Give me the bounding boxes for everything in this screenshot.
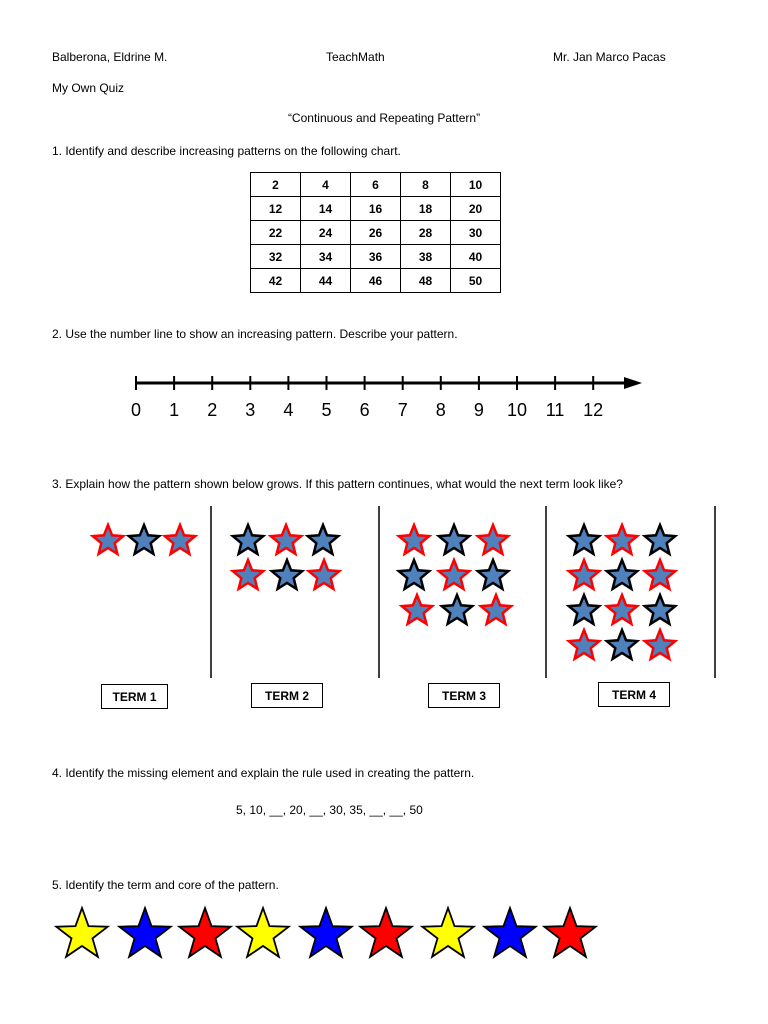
number-chart — [250, 172, 501, 293]
chart-cell: 2 — [251, 173, 301, 197]
number-line-label: 7 — [397, 400, 408, 420]
chart-cell: 18 — [401, 197, 451, 221]
question-2: 2. Use the number line to show an increasing pattern. Describe your pattern. — [52, 327, 458, 341]
quiz-title: “Continuous and Repeating Pattern” — [287, 111, 481, 125]
chart-cell: 8 — [401, 173, 451, 197]
question-1: 1. Identify and describe increasing patterns on the following chart. — [52, 144, 401, 158]
chart-cell: 26 — [351, 221, 401, 245]
number-line-label: 3 — [245, 400, 256, 420]
pattern-star — [165, 525, 195, 554]
number-line-label: 8 — [435, 400, 446, 420]
pattern-star — [645, 595, 675, 624]
pattern-star — [93, 525, 123, 554]
pattern-star — [478, 525, 508, 554]
pattern-star — [569, 560, 599, 589]
chart-row — [251, 269, 501, 293]
chart-cell: 40 — [451, 245, 501, 269]
chart-cell: 38 — [401, 245, 451, 269]
blue-star — [300, 908, 351, 957]
pattern-star — [129, 525, 159, 554]
chart-cell: 48 — [401, 269, 451, 293]
number-line-label: 0 — [130, 400, 142, 420]
chart-cell: 6 — [351, 173, 401, 197]
pattern-star — [439, 560, 469, 589]
pattern-star — [569, 630, 599, 659]
number-line-label: 2 — [207, 400, 218, 420]
chart-cell: 36 — [351, 245, 401, 269]
chart-cell: 34 — [301, 245, 351, 269]
blue-star — [484, 908, 535, 957]
chart-cell: 10 — [451, 173, 501, 197]
pattern-star — [645, 630, 675, 659]
red-star — [179, 908, 230, 957]
pattern-star — [272, 560, 302, 589]
pattern-star — [481, 595, 511, 624]
chart-row — [251, 173, 501, 197]
pattern-star — [402, 595, 432, 624]
number-line-label: 9 — [473, 400, 484, 420]
chart-cell: 4 — [301, 173, 351, 197]
pattern-star — [399, 525, 429, 554]
term-3-label: TERM 3 — [428, 683, 500, 708]
pattern-star — [309, 560, 339, 589]
pattern-star — [233, 525, 263, 554]
pattern-star — [645, 525, 675, 554]
term-1-label: TERM 1 — [101, 684, 168, 709]
number-line-label: 5 — [321, 400, 332, 420]
yellow-star — [237, 908, 288, 957]
term-2-label: TERM 2 — [251, 683, 323, 708]
red-star — [360, 908, 411, 957]
pattern-star — [271, 525, 301, 554]
number-line — [0, 370, 768, 430]
chart-cell: 12 — [251, 197, 301, 221]
pattern-star — [478, 560, 508, 589]
teacher-name: Mr. Jan Marco Pacas — [553, 50, 666, 64]
color-star-pattern — [0, 900, 768, 970]
red-star — [544, 908, 595, 957]
pattern-star — [645, 560, 675, 589]
missing-sequence: 5, 10, __, 20, __, 30, 35, __, __, 50 — [236, 803, 423, 817]
yellow-star — [56, 908, 107, 957]
pattern-star — [607, 560, 637, 589]
chart-cell: 50 — [451, 269, 501, 293]
chart-cell: 46 — [351, 269, 401, 293]
chart-cell: 16 — [351, 197, 401, 221]
chart-row — [251, 245, 501, 269]
chart-cell: 42 — [251, 269, 301, 293]
question-3: 3. Explain how the pattern shown below grows. If this pattern continues, what would the next term look like? — [52, 477, 623, 491]
chart-row — [251, 221, 501, 245]
blue-star — [119, 908, 170, 957]
student-name: Balberona, Eldrine M. — [52, 50, 168, 64]
star-pattern — [0, 500, 768, 690]
number-line-arrow — [624, 377, 642, 389]
question-4: 4. Identify the missing element and explain the rule used in creating the pattern. — [52, 766, 475, 780]
pattern-star — [569, 595, 599, 624]
term-4-label: TERM 4 — [598, 682, 670, 707]
chart-cell: 28 — [401, 221, 451, 245]
pattern-star — [442, 595, 472, 624]
chart-cell: 14 — [301, 197, 351, 221]
pattern-star — [607, 595, 637, 624]
chart-cell: 30 — [451, 221, 501, 245]
number-line-label: 6 — [359, 400, 370, 420]
number-line-label: 11 — [545, 400, 565, 420]
chart-cell: 22 — [251, 221, 301, 245]
chart-cell: 32 — [251, 245, 301, 269]
number-line-label: 12 — [583, 400, 604, 420]
chart-row — [251, 197, 501, 221]
question-5: 5. Identify the term and core of the pattern. — [52, 878, 279, 892]
quiz-subtitle: My Own Quiz — [52, 81, 125, 95]
pattern-star — [399, 560, 429, 589]
pattern-star — [439, 525, 469, 554]
number-line-label: 4 — [283, 400, 294, 420]
pattern-star — [607, 630, 637, 659]
pattern-star — [233, 560, 263, 589]
number-line-label: 10 — [506, 400, 528, 420]
pattern-star — [569, 525, 599, 554]
yellow-star — [422, 908, 473, 957]
pattern-star — [308, 525, 338, 554]
number-line-label: 1 — [169, 400, 180, 420]
chart-cell: 20 — [451, 197, 501, 221]
chart-cell: 44 — [301, 269, 351, 293]
chart-cell: 24 — [301, 221, 351, 245]
course-name: TeachMath — [326, 50, 385, 64]
pattern-star — [607, 525, 637, 554]
